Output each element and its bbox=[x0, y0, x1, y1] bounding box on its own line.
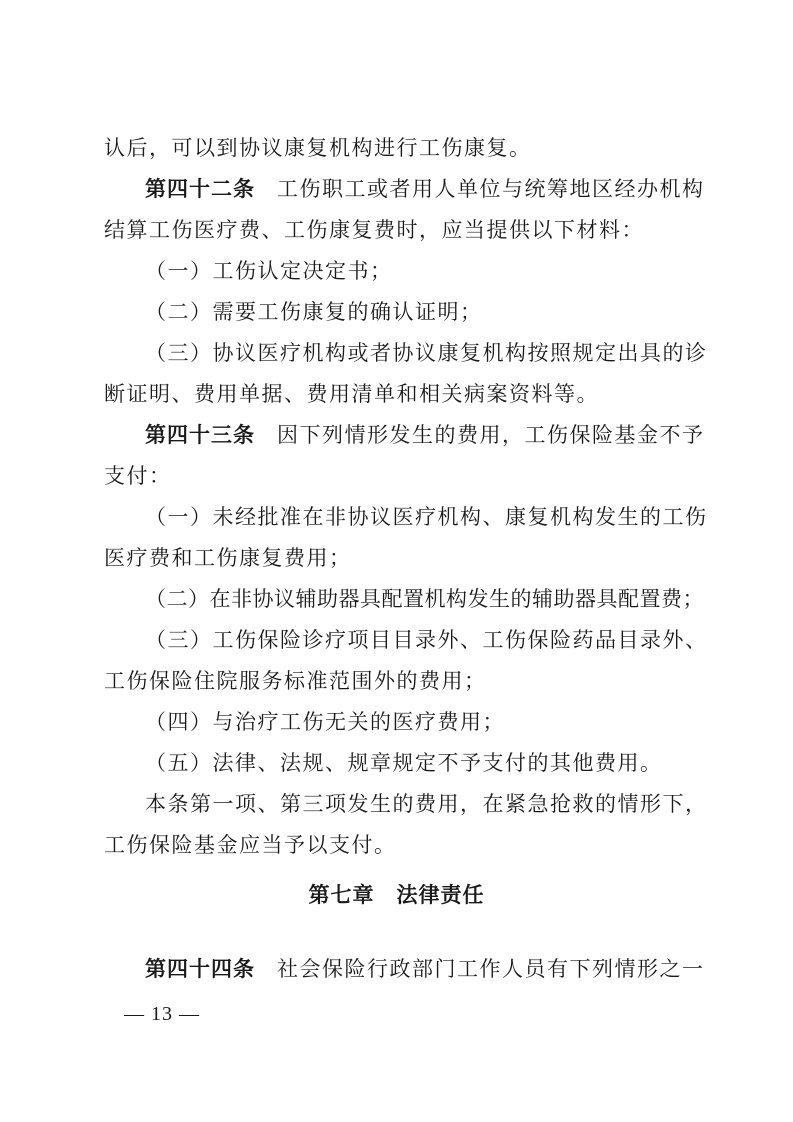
article-43-label: 第四十三条 bbox=[145, 423, 255, 447]
article-42-label: 第四十二条 bbox=[145, 177, 255, 201]
list-item: （三）协议医疗机构或者协议康复机构按照规定出具的诊 bbox=[145, 341, 708, 365]
article-43-line bbox=[145, 421, 705, 449]
paragraph-line: 本条第一项、第三项发生的费用，在紧急抢救的情形下， bbox=[145, 792, 708, 816]
article-43-text: 因下列情形发生的费用，工伤保险基金不予 bbox=[277, 423, 705, 447]
paragraph-line: 结算工伤医疗费、工伤康复费时，应当提供以下材料： bbox=[104, 218, 644, 242]
paragraph-line: 支付： bbox=[104, 464, 172, 488]
paragraph-line: 认后，可以到协议康复机构进行工伤康复。 bbox=[104, 136, 532, 160]
chapter-title: 第七章 法律责任 bbox=[308, 883, 485, 907]
list-item: （二）在非协议辅助器具配置机构发生的辅助器具配置费； bbox=[145, 587, 704, 611]
list-item: （四）与治疗工伤无关的医疗费用； bbox=[145, 710, 505, 734]
paragraph-line: 断证明、费用单据、费用清单和相关病案资料等。 bbox=[104, 382, 599, 406]
article-44-text: 社会保险行政部门工作人员有下列情形之一 bbox=[277, 957, 705, 981]
list-item: （三）工伤保险诊疗项目目录外、工伤保险药品目录外、 bbox=[145, 628, 708, 652]
article-42-text: 工伤职工或者用人单位与统筹地区经办机构 bbox=[277, 177, 705, 201]
list-item: （一）未经批准在非协议医疗机构、康复机构发生的工伤 bbox=[145, 505, 708, 529]
paragraph-line: 工伤保险住院服务标准范围外的费用； bbox=[104, 669, 487, 693]
list-item: （一）工伤认定决定书； bbox=[145, 259, 393, 283]
article-44-label: 第四十四条 bbox=[145, 957, 255, 981]
page-number: — 13 — bbox=[124, 1003, 200, 1025]
article-42-line bbox=[145, 175, 705, 203]
paragraph-line: 医疗费和工伤康复费用； bbox=[104, 546, 352, 570]
paragraph-line: 工伤保险基金应当予以支付。 bbox=[104, 833, 397, 857]
list-item: （二）需要工伤康复的确认证明； bbox=[145, 300, 483, 324]
list-item: （五）法律、法规、规章规定不予支付的其他费用。 bbox=[145, 751, 663, 775]
article-44-line bbox=[145, 955, 705, 983]
